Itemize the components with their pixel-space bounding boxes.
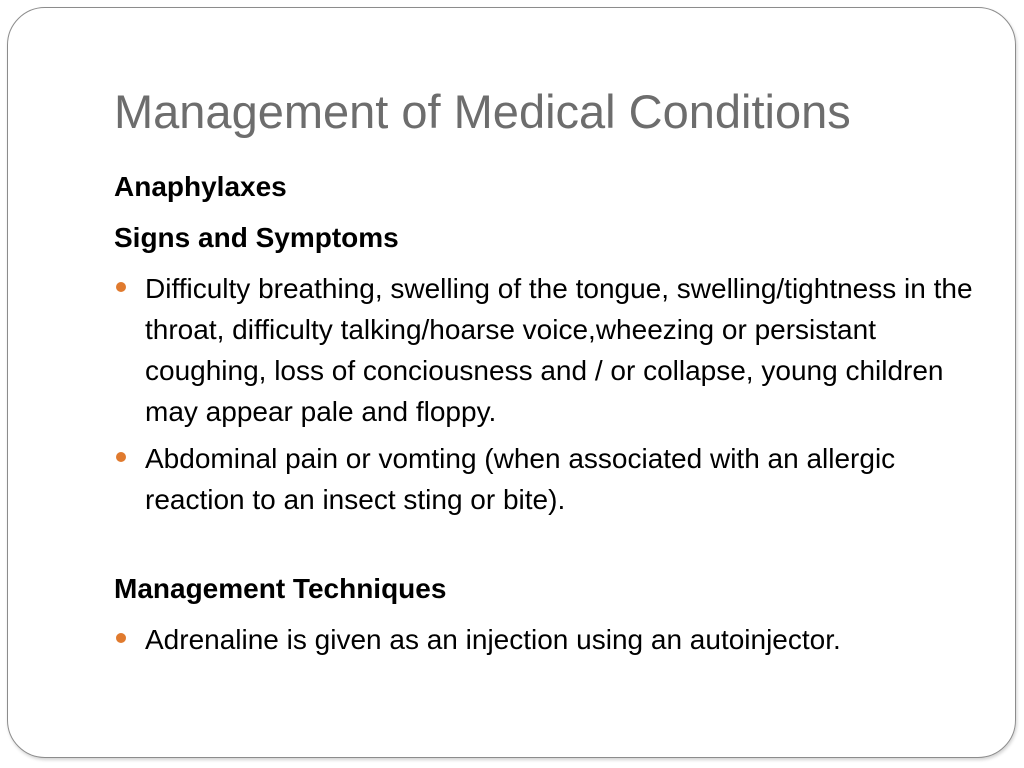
slide-title: Management of Medical Conditions bbox=[114, 85, 851, 138]
bullet-dot-icon bbox=[116, 452, 126, 462]
signs-heading: Signs and Symptoms bbox=[114, 222, 399, 253]
symptoms-list bbox=[114, 268, 984, 520]
management-heading: Management Techniques bbox=[114, 573, 447, 604]
spacer bbox=[114, 526, 984, 568]
management-list bbox=[114, 619, 984, 660]
slide-body bbox=[114, 166, 984, 666]
list-item-text: Difficulty breathing, swelling of the tongue, swelling/tightness in the throat, difficulty talking/hoarse voice,wheezing or persistant coughing, loss of conciousness and / or collapse, young children may appear pale and floppy. bbox=[145, 273, 973, 427]
bullet-dot-icon bbox=[116, 633, 126, 643]
bullet-dot-icon bbox=[116, 282, 126, 292]
list-item-text: Abdominal pain or vomting (when associated with an allergic reaction to an insect sting or bite). bbox=[145, 443, 896, 515]
list-item bbox=[114, 438, 984, 520]
condition-heading: Anaphylaxes bbox=[114, 171, 287, 202]
list-item bbox=[114, 619, 984, 660]
list-item-text: Adrenaline is given as an injection using an autoinjector. bbox=[145, 624, 841, 655]
list-item bbox=[114, 268, 984, 432]
